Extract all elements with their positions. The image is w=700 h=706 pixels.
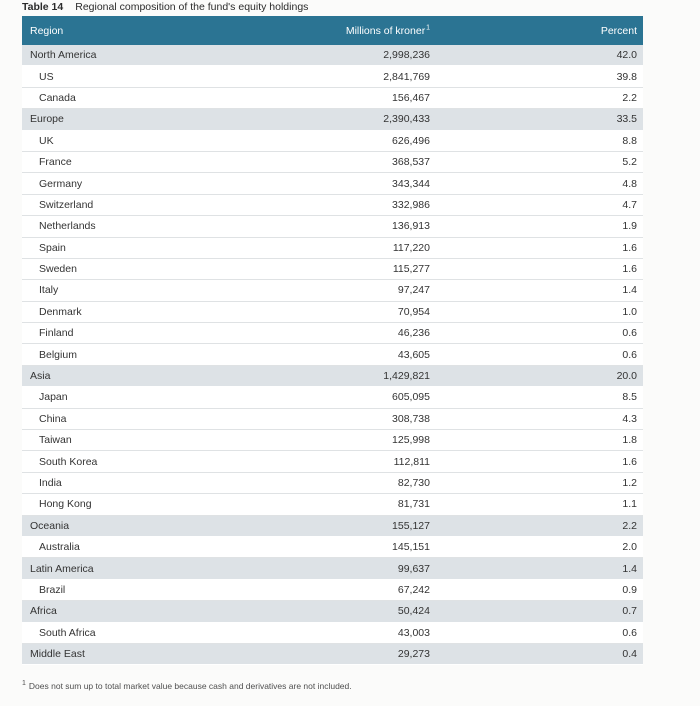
table-row-country [22, 216, 643, 237]
region-cell: Finland [39, 327, 74, 340]
region-cell: India [39, 477, 62, 489]
table-row-country [22, 280, 643, 301]
table-row-country [22, 259, 643, 280]
kroner-cell: 2,390,433 [383, 113, 430, 126]
percent-cell: 8.5 [622, 391, 637, 404]
region-cell: Middle East [30, 648, 85, 661]
percent-cell: 1.2 [622, 477, 637, 489]
table-row-country [22, 323, 643, 344]
kroner-cell: 626,496 [392, 134, 430, 147]
region-cell: Hong Kong [39, 498, 92, 511]
region-cell: Europe [30, 113, 64, 126]
region-cell: Netherlands [39, 220, 96, 233]
column-header-region: Region [30, 24, 64, 37]
percent-cell: 33.5 [616, 113, 637, 126]
footnote-text: Does not sum up to total market value because cash and derivatives are not included. [28, 681, 352, 691]
kroner-footnote-marker: 1 [426, 24, 430, 31]
kroner-cell: 50,424 [397, 605, 430, 618]
percent-cell: 4.3 [622, 412, 637, 425]
region-cell: Canada [39, 91, 76, 104]
percent-cell: 8.8 [622, 134, 637, 147]
kroner-cell: 2,998,236 [383, 49, 430, 62]
table-row-country [22, 473, 643, 494]
percent-cell: 39.8 [616, 70, 637, 83]
region-cell: Africa [30, 605, 57, 618]
table-row-region [22, 45, 643, 66]
table-row-country [22, 494, 643, 515]
region-cell: Japan [39, 391, 68, 404]
region-cell: Denmark [39, 305, 82, 318]
percent-cell: 1.6 [622, 263, 637, 276]
kroner-cell: 99,637 [397, 562, 430, 575]
percent-cell: 0.6 [622, 626, 637, 639]
kroner-cell: 70,954 [397, 305, 430, 318]
kroner-cell: 145,151 [392, 541, 430, 554]
percent-cell: 0.6 [622, 327, 637, 340]
region-cell: Brazil [39, 583, 66, 596]
kroner-cell: 308,738 [392, 412, 430, 425]
table-row-country [22, 430, 643, 451]
kroner-cell: 125,998 [392, 434, 430, 447]
table-row-region [22, 109, 643, 130]
column-header-kroner-label: Millions of kroner [345, 24, 426, 37]
table-row-region [22, 558, 643, 579]
table-row-country [22, 537, 643, 558]
table-row-country [22, 152, 643, 173]
region-cell: Asia [30, 370, 51, 383]
table-header-row [22, 16, 643, 45]
column-header-percent: Percent [600, 24, 637, 37]
region-cell: US [39, 70, 54, 83]
table-row-country [22, 173, 643, 194]
kroner-cell: 97,247 [397, 284, 430, 297]
table-row-country [22, 302, 643, 323]
percent-cell: 0.6 [622, 348, 637, 361]
percent-cell: 1.6 [622, 241, 637, 254]
kroner-cell: 332,986 [392, 198, 430, 211]
kroner-cell: 156,467 [392, 91, 430, 104]
table-title-label: Table 14 [22, 1, 64, 13]
percent-cell: 42.0 [616, 49, 637, 62]
percent-cell: 2.2 [622, 91, 637, 104]
table-row-country [22, 344, 643, 365]
table-row-region [22, 644, 643, 665]
region-cell: Oceania [30, 519, 70, 532]
region-cell: Switzerland [39, 198, 94, 211]
percent-cell: 1.8 [622, 434, 637, 447]
kroner-cell: 81,731 [397, 498, 430, 511]
kroner-cell: 368,537 [392, 156, 430, 169]
table-row-country [22, 387, 643, 408]
kroner-cell: 115,277 [392, 263, 430, 276]
table-title [22, 1, 308, 13]
region-cell: South Africa [39, 626, 96, 639]
percent-cell: 1.4 [622, 284, 637, 297]
region-cell: Germany [39, 177, 83, 190]
table-row-country [22, 623, 643, 644]
kroner-cell: 43,003 [397, 626, 430, 639]
kroner-cell: 46,236 [397, 327, 430, 340]
region-cell: Spain [39, 241, 66, 254]
percent-cell: 20.0 [616, 370, 637, 383]
kroner-cell: 136,913 [392, 220, 430, 233]
kroner-cell: 67,242 [397, 583, 430, 596]
percent-cell: 0.7 [622, 605, 637, 618]
table-row-region [22, 601, 643, 622]
percent-cell: 4.8 [622, 177, 637, 190]
table-row-country [22, 409, 643, 430]
table-row-country [22, 131, 643, 152]
percent-cell: 1.9 [622, 220, 637, 233]
table-row-country [22, 88, 643, 109]
kroner-cell: 155,127 [392, 519, 430, 532]
footnote [22, 681, 352, 691]
table-row-country [22, 238, 643, 259]
kroner-cell: 343,344 [392, 177, 430, 190]
percent-cell: 4.7 [622, 198, 637, 211]
table-row-country [22, 580, 643, 601]
kroner-cell: 605,095 [392, 391, 430, 404]
kroner-cell: 29,273 [397, 648, 430, 661]
percent-cell: 0.9 [622, 583, 637, 596]
region-cell: UK [39, 134, 54, 147]
region-cell: Taiwan [39, 434, 72, 447]
region-cell: Latin America [30, 562, 94, 575]
region-cell: Belgium [39, 348, 77, 361]
kroner-cell: 1,429,821 [383, 370, 430, 383]
table-row-country [22, 195, 643, 216]
region-cell: Sweden [39, 263, 77, 276]
percent-cell: 5.2 [622, 156, 637, 169]
kroner-cell: 112,811 [393, 455, 430, 468]
percent-cell: 1.6 [622, 455, 637, 468]
column-header-kroner [222, 25, 430, 37]
kroner-cell: 82,730 [397, 477, 430, 489]
kroner-cell: 117,220 [392, 241, 430, 254]
region-cell: Australia [39, 541, 80, 554]
region-cell: North America [30, 49, 97, 62]
region-cell: South Korea [39, 455, 98, 468]
percent-cell: 2.2 [622, 519, 637, 532]
table-row-region [22, 516, 643, 537]
table-row-country [22, 451, 643, 472]
table-row-country [22, 66, 643, 87]
footnote-marker: 1 [22, 680, 26, 688]
kroner-cell: 43,605 [397, 348, 430, 361]
region-cell: China [39, 412, 67, 425]
percent-cell: 1.1 [622, 498, 637, 511]
region-cell: Italy [39, 284, 59, 297]
percent-cell: 1.4 [622, 562, 637, 575]
kroner-cell: 2,841,769 [383, 70, 430, 83]
percent-cell: 2.0 [622, 541, 637, 554]
table-row-region [22, 366, 643, 387]
percent-cell: 1.0 [622, 305, 637, 318]
table-body [22, 45, 643, 665]
region-cell: France [39, 156, 72, 169]
regional-composition-table [22, 16, 643, 665]
table-title-text: Regional composition of the fund's equity holdings [75, 1, 309, 13]
percent-cell: 0.4 [622, 648, 637, 661]
